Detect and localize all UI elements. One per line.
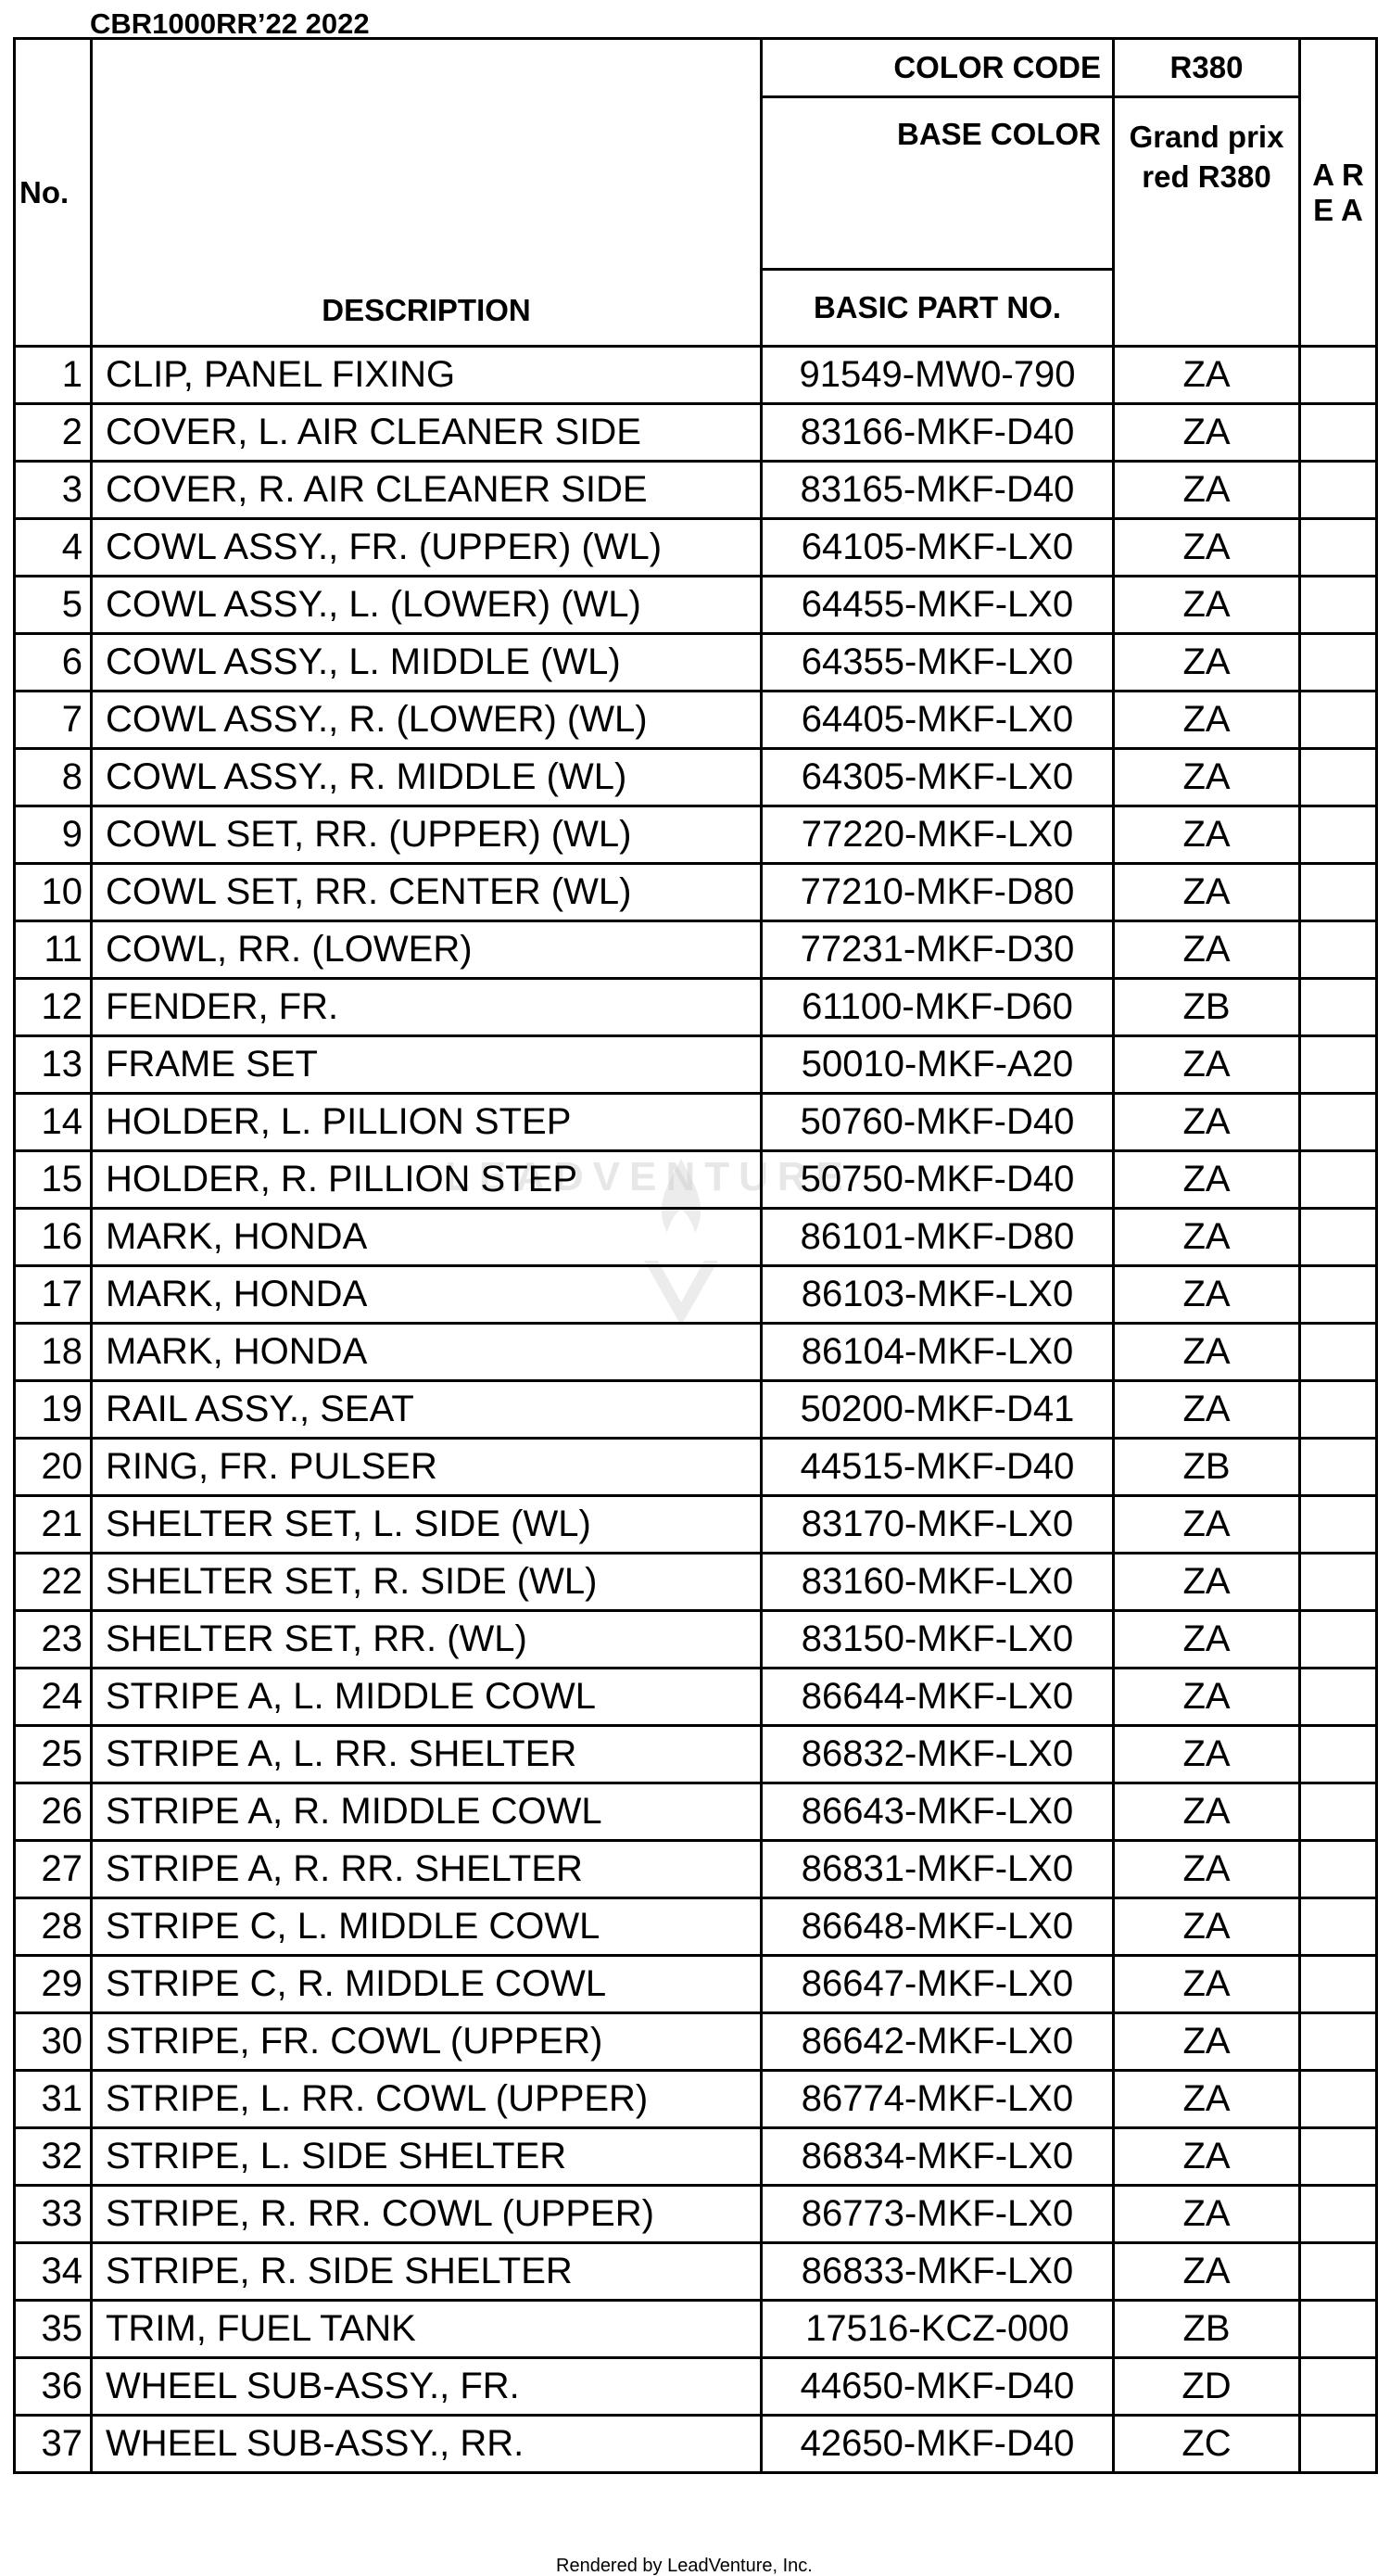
part-description: STRIPE C, R. MIDDLE COWL [92,1956,762,2013]
watermark-text: LEADVENTURE [445,1154,853,1199]
color-code-value: ZA [1114,1956,1300,2013]
part-number-index: 35 [15,2301,92,2358]
header-basic-part-label: BASIC PART NO. [762,270,1114,347]
color-code-value: ZA [1114,519,1300,577]
table-row [15,1209,1377,1266]
part-number-index: 12 [15,979,92,1036]
basic-part-number: 50200-MKF-D41 [762,1381,1114,1439]
area-cell [1300,1266,1377,1324]
part-number-index: 31 [15,2071,92,2128]
part-number-index: 9 [15,806,92,864]
area-cell [1300,2071,1377,2128]
basic-part-number: 83170-MKF-LX0 [762,1496,1114,1554]
table-row [15,462,1377,519]
table-row [15,1036,1377,1094]
color-code-value: ZA [1114,1898,1300,1956]
color-code-value: ZA [1114,462,1300,519]
table-row [15,1611,1377,1669]
color-code-value: ZA [1114,1209,1300,1266]
table-row [15,2243,1377,2301]
part-number-index: 16 [15,1209,92,1266]
basic-part-number: 86642-MKF-LX0 [762,2013,1114,2071]
table-row [15,979,1377,1036]
table-row [15,1783,1377,1841]
part-number-index: 5 [15,577,92,634]
area-cell [1300,1669,1377,1726]
basic-part-number: 86833-MKF-LX0 [762,2243,1114,2301]
basic-part-number: 86647-MKF-LX0 [762,1956,1114,2013]
color-code-value: ZA [1114,1094,1300,1151]
table-row [15,634,1377,692]
table-row [15,2128,1377,2186]
color-code-value: ZA [1114,1324,1300,1381]
basic-part-number: 83160-MKF-LX0 [762,1554,1114,1611]
area-cell [1300,1439,1377,1496]
part-description: MARK, HONDA [92,1324,762,1381]
part-number-index: 22 [15,1554,92,1611]
basic-part-number: 77231-MKF-D30 [762,921,1114,979]
table-row [15,577,1377,634]
table-row [15,1669,1377,1726]
area-cell [1300,1209,1377,1266]
color-code-value: ZA [1114,749,1300,806]
part-description: COWL, RR. (LOWER) [92,921,762,979]
part-number-index: 10 [15,864,92,921]
footer-credit: Rendered by LeadVenture, Inc. [556,2556,813,2576]
part-number-index: 3 [15,462,92,519]
color-code-value: ZA [1114,2071,1300,2128]
color-code-value: ZA [1114,921,1300,979]
table-row [15,1726,1377,1783]
part-number-index: 25 [15,1726,92,1783]
area-cell [1300,1036,1377,1094]
header-area: A R E A [1300,39,1377,347]
part-number-index: 28 [15,1898,92,1956]
area-cell [1300,519,1377,577]
color-code-value: ZA [1114,347,1300,404]
table-row [15,2071,1377,2128]
document-title: CBR1000RR’22 2022 [90,7,370,40]
basic-part-number: 44650-MKF-D40 [762,2358,1114,2416]
area-cell [1300,404,1377,462]
color-code-value: ZA [1114,806,1300,864]
part-description: COWL ASSY., R. (LOWER) (WL) [92,692,762,749]
part-number-index: 2 [15,404,92,462]
color-code-value: ZA [1114,1381,1300,1439]
area-cell [1300,979,1377,1036]
basic-part-number: 83150-MKF-LX0 [762,1611,1114,1669]
table-row [15,2186,1377,2243]
basic-part-number: 64105-MKF-LX0 [762,519,1114,577]
part-description: STRIPE, R. RR. COWL (UPPER) [92,2186,762,2243]
area-cell [1300,2243,1377,2301]
basic-part-number: 86834-MKF-LX0 [762,2128,1114,2186]
part-description: STRIPE A, L. RR. SHELTER [92,1726,762,1783]
part-number-index: 29 [15,1956,92,2013]
basic-part-number: 77220-MKF-LX0 [762,806,1114,864]
header-description: DESCRIPTION [92,39,762,347]
header-color-code-label: COLOR CODE [762,39,1114,97]
basic-part-number: 17516-KCZ-000 [762,2301,1114,2358]
table-row [15,749,1377,806]
color-code-value: ZA [1114,2186,1300,2243]
basic-part-number: 50760-MKF-D40 [762,1094,1114,1151]
table-row [15,2301,1377,2358]
table-row [15,806,1377,864]
table-row [15,1496,1377,1554]
basic-part-number: 86773-MKF-LX0 [762,2186,1114,2243]
area-cell [1300,806,1377,864]
parts-table [13,37,1378,2474]
part-description: COWL ASSY., L. (LOWER) (WL) [92,577,762,634]
color-code-value: ZB [1114,979,1300,1036]
basic-part-number: 64405-MKF-LX0 [762,692,1114,749]
part-description: COVER, R. AIR CLEANER SIDE [92,462,762,519]
part-description: STRIPE C, L. MIDDLE COWL [92,1898,762,1956]
part-number-index: 36 [15,2358,92,2416]
color-code-value: ZC [1114,2416,1300,2473]
table-row [15,1324,1377,1381]
area-cell [1300,864,1377,921]
area-cell [1300,2186,1377,2243]
part-number-index: 34 [15,2243,92,2301]
table-row [15,2358,1377,2416]
basic-part-number: 64355-MKF-LX0 [762,634,1114,692]
part-number-index: 17 [15,1266,92,1324]
table-row [15,1439,1377,1496]
part-number-index: 14 [15,1094,92,1151]
part-description: HOLDER, L. PILLION STEP [92,1094,762,1151]
part-number-index: 24 [15,1669,92,1726]
area-cell [1300,2358,1377,2416]
basic-part-number: 50010-MKF-A20 [762,1036,1114,1094]
area-cell [1300,634,1377,692]
basic-part-number: 77210-MKF-D80 [762,864,1114,921]
part-number-index: 20 [15,1439,92,1496]
area-cell [1300,462,1377,519]
color-code-value: ZB [1114,2301,1300,2358]
part-description: SHELTER SET, RR. (WL) [92,1611,762,1669]
part-number-index: 18 [15,1324,92,1381]
part-description: CLIP, PANEL FIXING [92,347,762,404]
table-row [15,1956,1377,2013]
color-code-value: ZA [1114,864,1300,921]
part-number-index: 4 [15,519,92,577]
part-description: STRIPE, R. SIDE SHELTER [92,2243,762,2301]
part-number-index: 37 [15,2416,92,2473]
table-row [15,921,1377,979]
part-description: MARK, HONDA [92,1266,762,1324]
color-code-value: ZA [1114,1841,1300,1898]
table-row [15,404,1377,462]
color-code-value: ZD [1114,2358,1300,2416]
area-cell [1300,1898,1377,1956]
part-description: COWL ASSY., R. MIDDLE (WL) [92,749,762,806]
color-code-value: ZA [1114,634,1300,692]
area-cell [1300,2013,1377,2071]
basic-part-number: 83166-MKF-D40 [762,404,1114,462]
header-no: No. [15,39,92,347]
area-cell [1300,1611,1377,1669]
part-description: STRIPE, L. RR. COWL (UPPER) [92,2071,762,2128]
area-cell [1300,921,1377,979]
table-row [15,1151,1377,1209]
color-code-value: ZA [1114,2243,1300,2301]
table-row [15,519,1377,577]
part-description: COWL SET, RR. CENTER (WL) [92,864,762,921]
color-code-value: ZA [1114,1669,1300,1726]
part-number-index: 11 [15,921,92,979]
basic-part-number: 61100-MKF-D60 [762,979,1114,1036]
area-cell [1300,1956,1377,2013]
part-description: WHEEL SUB-ASSY., FR. [92,2358,762,2416]
color-code-value: ZA [1114,1151,1300,1209]
table-row [15,2013,1377,2071]
header-base-color-label: BASE COLOR [762,97,1114,270]
header-color-code-value: R380 [1114,39,1300,97]
part-description: SHELTER SET, L. SIDE (WL) [92,1496,762,1554]
part-description: COWL SET, RR. (UPPER) (WL) [92,806,762,864]
table-row [15,1266,1377,1324]
part-number-index: 30 [15,2013,92,2071]
part-description: RING, FR. PULSER [92,1439,762,1496]
color-code-value: ZA [1114,1266,1300,1324]
table-row [15,347,1377,404]
area-cell [1300,577,1377,634]
color-code-value: ZA [1114,1611,1300,1669]
table-row [15,1841,1377,1898]
table-row [15,1554,1377,1611]
area-cell [1300,2128,1377,2186]
basic-part-number: 50750-MKF-D40 [762,1151,1114,1209]
header-base-color-value: Grand prix red R380 [1114,97,1300,347]
part-number-index: 7 [15,692,92,749]
color-code-value: ZA [1114,1036,1300,1094]
basic-part-number: 86101-MKF-D80 [762,1209,1114,1266]
part-number-index: 19 [15,1381,92,1439]
part-number-index: 8 [15,749,92,806]
part-number-index: 1 [15,347,92,404]
color-code-value: ZA [1114,692,1300,749]
color-code-value: ZA [1114,1554,1300,1611]
part-number-index: 32 [15,2128,92,2186]
color-code-value: ZB [1114,1439,1300,1496]
basic-part-number: 86643-MKF-LX0 [762,1783,1114,1841]
basic-part-number: 86832-MKF-LX0 [762,1726,1114,1783]
table-row [15,692,1377,749]
part-number-index: 26 [15,1783,92,1841]
table-row [15,1094,1377,1151]
color-code-value: ZA [1114,404,1300,462]
basic-part-number: 86104-MKF-LX0 [762,1324,1114,1381]
basic-part-number: 42650-MKF-D40 [762,2416,1114,2473]
part-description: STRIPE A, R. RR. SHELTER [92,1841,762,1898]
part-number-index: 33 [15,2186,92,2243]
basic-part-number: 86103-MKF-LX0 [762,1266,1114,1324]
color-code-value: ZA [1114,577,1300,634]
basic-part-number: 64305-MKF-LX0 [762,749,1114,806]
area-cell [1300,1381,1377,1439]
part-description: STRIPE, L. SIDE SHELTER [92,2128,762,2186]
basic-part-number: 86644-MKF-LX0 [762,1669,1114,1726]
table-row [15,864,1377,921]
table-row [15,1898,1377,1956]
basic-part-number: 83165-MKF-D40 [762,462,1114,519]
part-number-index: 15 [15,1151,92,1209]
area-cell [1300,1841,1377,1898]
part-description: MARK, HONDA [92,1209,762,1266]
area-cell [1300,1496,1377,1554]
area-cell [1300,1726,1377,1783]
color-code-value: ZA [1114,1783,1300,1841]
part-number-index: 21 [15,1496,92,1554]
part-number-index: 13 [15,1036,92,1094]
part-description: COVER, L. AIR CLEANER SIDE [92,404,762,462]
basic-part-number: 86648-MKF-LX0 [762,1898,1114,1956]
part-description: TRIM, FUEL TANK [92,2301,762,2358]
area-cell [1300,1151,1377,1209]
table-row [15,1381,1377,1439]
basic-part-number: 91549-MW0-790 [762,347,1114,404]
basic-part-number: 86831-MKF-LX0 [762,1841,1114,1898]
part-description: SHELTER SET, R. SIDE (WL) [92,1554,762,1611]
area-cell [1300,1783,1377,1841]
color-code-value: ZA [1114,2128,1300,2186]
part-description: STRIPE A, L. MIDDLE COWL [92,1669,762,1726]
part-description: STRIPE, FR. COWL (UPPER) [92,2013,762,2071]
basic-part-number: 44515-MKF-D40 [762,1439,1114,1496]
part-description: FENDER, FR. [92,979,762,1036]
area-cell [1300,2301,1377,2358]
area-cell [1300,347,1377,404]
part-description: RAIL ASSY., SEAT [92,1381,762,1439]
area-cell [1300,1094,1377,1151]
part-description: COWL ASSY., FR. (UPPER) (WL) [92,519,762,577]
color-code-value: ZA [1114,2013,1300,2071]
part-number-index: 6 [15,634,92,692]
area-cell [1300,692,1377,749]
table-row [15,2416,1377,2473]
part-description: HOLDER, R. PILLION STEP [92,1151,762,1209]
part-description: FRAME SET [92,1036,762,1094]
area-cell [1300,1324,1377,1381]
color-code-value: ZA [1114,1726,1300,1783]
part-description: STRIPE A, R. MIDDLE COWL [92,1783,762,1841]
area-cell [1300,2416,1377,2473]
part-description: COWL ASSY., L. MIDDLE (WL) [92,634,762,692]
area-cell [1300,749,1377,806]
part-number-index: 23 [15,1611,92,1669]
area-cell [1300,1554,1377,1611]
basic-part-number: 64455-MKF-LX0 [762,577,1114,634]
basic-part-number: 86774-MKF-LX0 [762,2071,1114,2128]
part-description: WHEEL SUB-ASSY., RR. [92,2416,762,2473]
color-code-value: ZA [1114,1496,1300,1554]
part-number-index: 27 [15,1841,92,1898]
